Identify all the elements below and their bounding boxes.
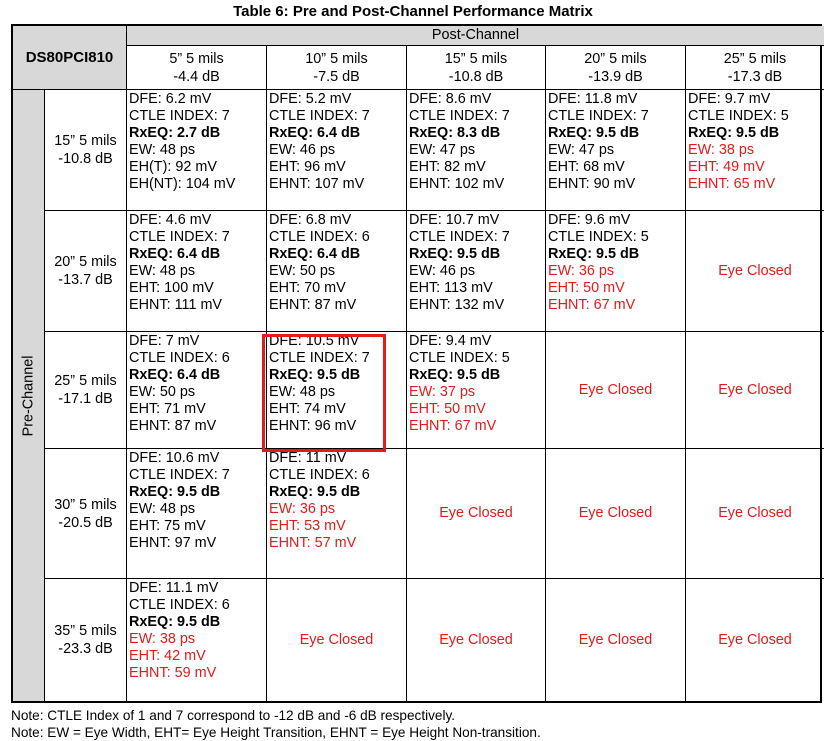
measurement-line: RxEQ: 6.4 dB [129,367,221,383]
row-header-label [54,496,116,532]
measurement-line: RxEQ: 9.5 dB [409,246,501,262]
column-header [267,46,407,90]
measurement-line: EHT: 75 mV [129,518,206,534]
measurement-line: RxEQ: 9.5 dB [688,125,780,141]
measurement-line: DFE: 5.2 mV [269,91,352,107]
measurement-line: DFE: 11 mV [269,450,347,466]
measurement-line: EHNT: 67 mV [409,418,497,434]
measurement-line: DFE: 11.1 mV [129,580,219,596]
measurement-line: EHNT: 96 mV [269,418,357,434]
measurement-line: DFE: 7 mV [129,333,200,349]
eye-closed-cell [546,579,686,701]
column-header [127,46,267,90]
eye-closed-label: Eye Closed [718,262,792,279]
measurement-line: EW: 46 ps [409,263,476,279]
row-header-line: 15” 5 mils [54,133,117,149]
measurement-line: EHNT: 67 mV [548,297,636,313]
measurement-line: RxEQ: 6.4 dB [269,125,361,141]
post-channel-header: Post-Channel [127,26,824,46]
measurement-cell [546,211,686,332]
row-header-line: -23.3 dB [58,641,113,657]
measurement-line: EHT: 50 mV [548,280,625,296]
measurement-line: CTLE INDEX: 6 [129,350,230,366]
measurement-line: CTLE INDEX: 7 [129,108,230,124]
measurement-line: RxEQ: 9.5 dB [269,367,361,383]
measurement-cell [267,211,407,332]
measurement-line: EW: 36 ps [269,501,336,517]
device-name-header: DS80PCI810 [13,26,127,90]
measurement-cell [127,449,267,579]
measurement-line: DFE: 11.8 mV [548,91,638,107]
measurement-line: EHT: 82 mV [409,159,486,175]
measurement-line: EHT: 74 mV [269,401,346,417]
row-header-line: -17.1 dB [58,391,113,407]
column-header-line: 20” 5 mils [584,50,647,67]
column-header-line: 5” 5 mils [169,50,224,67]
column-header-line: 15” 5 mils [444,50,508,67]
measurement-line: EHT: 42 mV [129,648,206,664]
measurement-line: EW: 47 ps [409,142,476,158]
eye-closed-label: Eye Closed [718,631,792,648]
measurement-line: EHT: 68 mV [548,159,625,175]
measurement-line: EW: 48 ps [129,501,196,517]
measurement-line: DFE: 6.2 mV [129,91,212,107]
eye-closed-label: Eye Closed [718,381,792,398]
column-header-line: -7.5 dB [313,68,360,85]
row-header [45,579,127,701]
measurement-line: RxEQ: 8.3 dB [409,125,501,141]
column-header-line: -13.9 dB [588,68,643,85]
row-header-line: 35” 5 mils [54,623,117,639]
eye-closed-cell [407,579,546,701]
eye-closed-label: Eye Closed [578,631,653,648]
eye-closed-label: Eye Closed [578,381,653,398]
column-header-line: 25” 5 mils [723,50,787,67]
measurement-line: EHNT: 111 mV [129,297,223,313]
column-header-label [584,50,646,86]
measurement-line: CTLE INDEX: 5 [688,108,789,124]
measurement-cell [127,211,267,332]
column-header-label [445,50,507,86]
measurement-line: EHNT: 102 mV [409,176,505,192]
measurement-line: DFE: 9.6 mV [548,212,631,228]
note-line: Note: CTLE Index of 1 and 7 correspond to -12 dB and -6 dB respectively. [11,708,456,723]
performance-matrix-table [11,24,822,703]
measurement-line: DFE: 10.6 mV [129,450,220,466]
column-header-label [169,50,223,86]
column-header-line: 10” 5 mils [305,50,368,67]
row-header-label [54,372,116,408]
pre-channel-label: Pre-Channel [20,355,36,436]
measurement-line: EH(T): 92 mV [129,159,217,175]
measurement-line: EHT: 49 mV [688,159,765,175]
measurement-line: EHT: 50 mV [409,401,486,417]
column-header-line: -4.4 dB [173,68,220,85]
measurement-line: EW: 38 ps [688,142,755,158]
measurement-line: EW: 48 ps [129,263,196,279]
measurement-cell [127,90,267,211]
eye-closed-cell [407,449,546,579]
measurement-line: EHNT: 59 mV [129,665,217,681]
column-header [546,46,686,90]
measurement-line: CTLE INDEX: 7 [409,229,510,245]
measurement-line: EW: 48 ps [269,384,336,400]
row-header-line: 30” 5 mils [54,496,117,513]
note-line: Note: EW = Eye Width, EHT= Eye Height Transition, EHNT = Eye Height Non-transition. [11,725,541,740]
measurement-line: RxEQ: 9.5 dB [129,484,221,500]
column-header [686,46,824,90]
measurement-line: EHNT: 132 mV [409,297,505,313]
measurement-line: RxEQ: 6.4 dB [129,246,221,262]
eye-closed-cell [267,579,407,701]
column-header [407,46,546,90]
eye-closed-label: Eye Closed [578,505,653,521]
row-header-label [54,132,116,168]
measurement-line: CTLE INDEX: 7 [409,108,510,124]
measurement-line: EHNT: 87 mV [129,418,217,434]
measurement-line: EW: 38 ps [129,631,196,647]
measurement-line: CTLE INDEX: 5 [409,350,510,366]
eye-closed-label: Eye Closed [439,631,513,648]
row-header-line: 20” 5 mils [54,254,117,270]
measurement-line: CTLE INDEX: 6 [269,467,370,483]
measurement-cell [407,332,546,449]
measurement-line: EW: 48 ps [129,142,196,158]
row-header [45,332,127,449]
row-header-line: -10.8 dB [58,151,113,167]
measurement-line: RxEQ: 9.5 dB [548,125,640,141]
pre-channel-header [13,90,45,701]
measurement-line: RxEQ: 9.5 dB [129,614,221,630]
eye-closed-label: Eye Closed [299,631,374,648]
column-header-line: -17.3 dB [727,68,783,85]
measurement-line: DFE: 8.6 mV [409,91,492,107]
measurement-line: EHNT: 107 mV [269,176,365,192]
measurement-line: RxEQ: 2.7 dB [129,125,221,141]
eye-closed-cell [546,449,686,579]
measurement-cell [407,211,546,332]
row-header-label [54,253,116,289]
row-header [45,449,127,579]
measurement-line: DFE: 10.7 mV [409,212,500,228]
measurement-cell [407,90,546,211]
measurement-line: EHNT: 65 mV [688,176,776,192]
measurement-line: EHT: 113 mV [409,280,493,296]
row-header [45,211,127,332]
table-notes [11,707,541,741]
measurement-line: EW: 50 ps [269,263,336,279]
measurement-line: EW: 47 ps [548,142,615,158]
row-header-line: -20.5 dB [58,514,113,531]
measurement-line: EH(NT): 104 mV [129,176,236,192]
table-title: Table 6: Pre and Post-Channel Performance Matrix [233,3,593,20]
measurement-line: EW: 46 ps [269,142,336,158]
measurement-line: RxEQ: 9.5 dB [269,484,361,500]
measurement-line: EHNT: 87 mV [269,297,357,313]
measurement-line: RxEQ: 9.5 dB [409,367,501,383]
measurement-line: RxEQ: 9.5 dB [548,246,640,262]
eye-closed-label: Eye Closed [718,505,792,521]
measurement-line: EHNT: 97 mV [129,535,217,551]
column-header-line: -10.8 dB [448,68,504,85]
measurement-line: EHT: 71 mV [129,401,206,417]
measurement-cell [267,90,407,211]
measurement-line: CTLE INDEX: 7 [548,108,649,124]
measurement-line: EHT: 96 mV [269,159,346,175]
row-header-line: 25” 5 mils [54,373,117,389]
measurement-cell [546,90,686,211]
measurement-line: DFE: 6.8 mV [269,212,352,228]
measurement-line: CTLE INDEX: 7 [269,350,370,366]
measurement-cell [686,90,824,211]
column-header-label [305,50,367,86]
measurement-line: DFE: 4.6 mV [129,212,212,228]
measurement-line: EHT: 100 mV [129,280,214,296]
row-header-line: -13.7 dB [58,272,113,288]
measurement-line: CTLE INDEX: 6 [269,229,370,245]
row-header-label [54,622,116,658]
measurement-line: DFE: 10.5 mV [269,333,360,349]
measurement-line: EW: 37 ps [409,384,476,400]
eye-closed-cell [686,579,824,701]
measurement-line: CTLE INDEX: 7 [129,467,230,483]
eye-closed-cell [686,211,824,332]
measurement-line: EHNT: 57 mV [269,535,357,551]
measurement-cell [127,579,267,701]
eye-closed-cell [686,332,824,449]
measurement-line: DFE: 9.4 mV [409,333,492,349]
measurement-line: EW: 36 ps [548,263,615,279]
measurement-line: CTLE INDEX: 6 [129,597,230,613]
measurement-line: EW: 50 ps [129,384,196,400]
measurement-line: CTLE INDEX: 5 [548,229,649,245]
measurement-line: EHT: 70 mV [269,280,346,296]
eye-closed-cell [686,449,824,579]
column-header-label [724,50,786,86]
measurement-cell [267,449,407,579]
measurement-line: EHT: 53 mV [269,518,346,534]
measurement-line: RxEQ: 6.4 dB [269,246,361,262]
eye-closed-label: Eye Closed [439,505,513,521]
measurement-cell [127,332,267,449]
highlight-box [262,334,386,452]
measurement-line: EHNT: 90 mV [548,176,636,192]
measurement-line: DFE: 9.7 mV [688,91,771,107]
eye-closed-cell [546,332,686,449]
measurement-line: CTLE INDEX: 7 [129,229,230,245]
measurement-line: CTLE INDEX: 7 [269,108,370,124]
row-header [45,90,127,211]
